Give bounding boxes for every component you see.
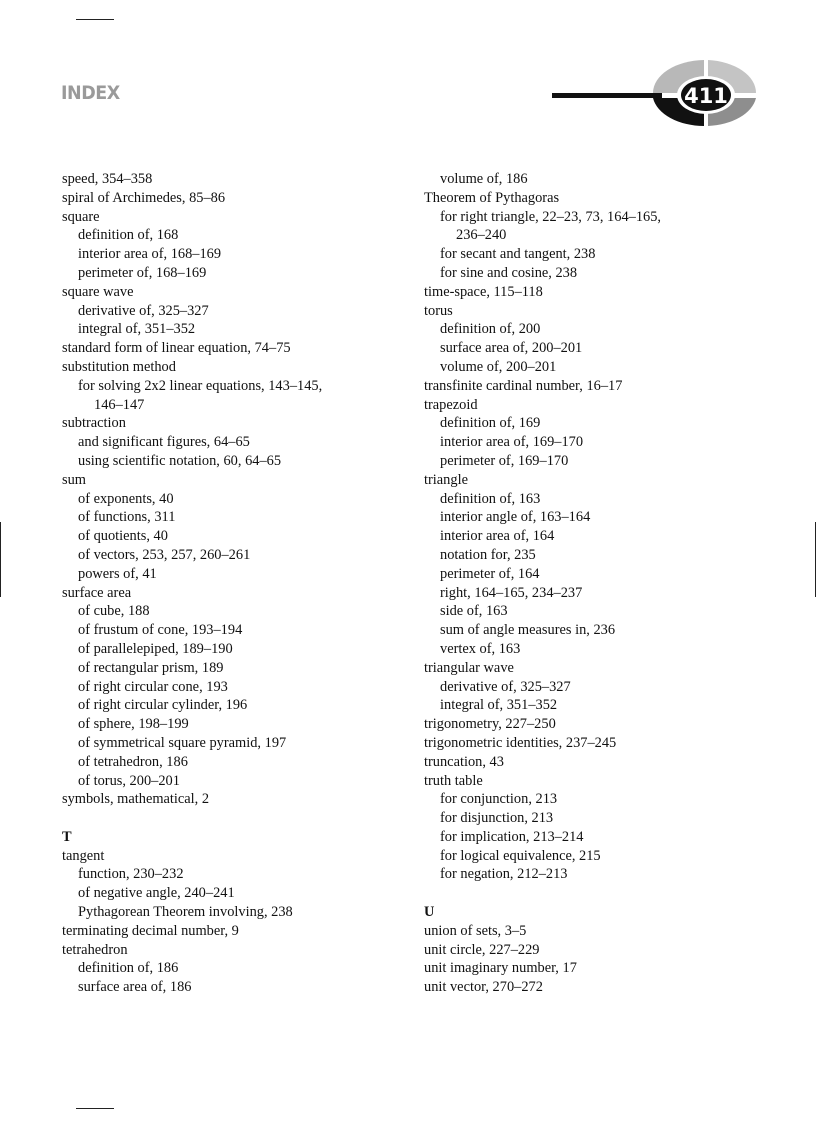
index-subentry: of right circular cylinder, 196: [78, 697, 248, 714]
index-entry: truth table: [424, 772, 483, 789]
index-subentry: for secant and tangent, 238: [440, 246, 596, 263]
index-subentry: and significant figures, 64–65: [78, 434, 250, 451]
index-entry: trigonometric identities, 237–245: [424, 734, 617, 751]
spacer: [62, 809, 402, 828]
index-subentry: of sphere, 198–199: [78, 716, 189, 733]
index-subentry: surface area of, 186: [78, 979, 192, 996]
index-subentry: definition of, 169: [440, 415, 541, 432]
index-entry: unit imaginary number, 17: [424, 960, 577, 977]
index-column-right: [424, 170, 764, 997]
index-entry: unit circle, 227–229: [424, 941, 540, 958]
index-entry: Theorem of Pythagoras: [424, 189, 560, 206]
index-entry: truncation, 43: [424, 753, 504, 770]
index-subentry: volume of, 200–201: [440, 358, 557, 375]
index-subentry: notation for, 235: [440, 546, 536, 563]
index-subentry: of cube, 188: [78, 603, 150, 620]
index-subentry: surface area of, 200–201: [440, 340, 583, 357]
index-entry: torus: [424, 302, 453, 319]
index-entry: tangent: [62, 847, 105, 864]
index-subentry: of functions, 311: [78, 509, 176, 526]
index-subentry: function, 230–232: [78, 866, 184, 883]
index-entry: sum: [62, 471, 86, 488]
index-subentry: perimeter of, 164: [440, 565, 540, 582]
index-subentry: of frustum of cone, 193–194: [78, 622, 243, 639]
index-subentry: of torus, 200–201: [78, 772, 180, 789]
index-entry: square: [62, 208, 100, 225]
index-subentry: interior area of, 164: [440, 528, 555, 545]
index-subentry: using scientific notation, 60, 64–65: [78, 452, 282, 469]
index-subentry: definition of, 168: [78, 227, 179, 244]
index-subentry: derivative of, 325–327: [78, 302, 209, 319]
index-subentry: of symmetrical square pyramid, 197: [78, 734, 287, 751]
running-head: INDEX: [61, 82, 120, 104]
index-subentry: interior area of, 168–169: [78, 246, 222, 263]
index-entry: unit vector, 270–272: [424, 979, 543, 996]
page-number-badge: [552, 58, 757, 126]
index-subentry: of right circular cone, 193: [78, 678, 228, 695]
index-subentry: perimeter of, 169–170: [440, 452, 569, 469]
crop-mark-left: [0, 522, 1, 597]
index-column-left: [62, 170, 402, 997]
index-entry: union of sets, 3–5: [424, 922, 527, 939]
index-entry: substitution method: [62, 358, 176, 375]
index-subentry: derivative of, 325–327: [440, 678, 571, 695]
page-number: 411: [684, 84, 728, 108]
index-subentry: of tetrahedron, 186: [78, 753, 188, 770]
index-subentry: right, 164–165, 234–237: [440, 584, 583, 601]
index-entry: spiral of Archimedes, 85–86: [62, 189, 226, 206]
index-subentry: of vectors, 253, 257, 260–261: [78, 546, 251, 563]
index-entry: transfinite cardinal number, 16–17: [424, 377, 623, 394]
index-entry: speed, 354–358: [62, 171, 153, 187]
index-entry: time-space, 115–118: [424, 283, 543, 300]
index-continuation: 236–240: [456, 227, 507, 244]
index-subentry: of negative angle, 240–241: [78, 885, 235, 902]
index-subentry: for disjunction, 213: [440, 810, 554, 827]
index-entry: triangle: [424, 471, 468, 488]
index-subentry: powers of, 41: [78, 565, 157, 582]
index-subentry: interior angle of, 163–164: [440, 509, 591, 526]
index-subentry: definition of, 186: [78, 960, 179, 977]
index-entry: standard form of linear equation, 74–75: [62, 340, 291, 357]
index-subentry: integral of, 351–352: [78, 321, 196, 338]
index-letter-heading: T: [62, 828, 72, 845]
index-subentry: for implication, 213–214: [440, 828, 584, 845]
index-subentry: of quotients, 40: [78, 528, 168, 545]
index-subentry: for conjunction, 213: [440, 791, 558, 808]
index-entry: square wave: [62, 283, 134, 300]
index-subentry: volume of, 186: [440, 171, 528, 187]
index-entry: trapezoid: [424, 396, 478, 413]
index-subentry: for negation, 212–213: [440, 866, 568, 883]
index-subentry: for sine and cosine, 238: [440, 264, 578, 281]
index-subentry: of rectangular prism, 189: [78, 659, 224, 676]
index-subentry: of exponents, 40: [78, 490, 174, 507]
crop-mark-bottom: [76, 1108, 114, 1109]
index-subentry: integral of, 351–352: [440, 697, 558, 714]
index-subentry: for right triangle, 22–23, 73, 164–165,: [440, 208, 662, 225]
index-subentry: for solving 2x2 linear equations, 143–145,: [78, 377, 323, 394]
index-entry: tetrahedron: [62, 941, 128, 958]
index-subentry: definition of, 163: [440, 490, 541, 507]
index-subentry: Pythagorean Theorem involving, 238: [78, 904, 293, 921]
index-subentry: side of, 163: [440, 603, 508, 620]
index-subentry: sum of angle measures in, 236: [440, 622, 616, 639]
index-subentry: interior area of, 169–170: [440, 434, 584, 451]
index-subentry: of parallelepiped, 189–190: [78, 640, 233, 657]
spacer: [424, 884, 764, 903]
index-letter-heading: U: [424, 904, 435, 921]
index-entry: trigonometry, 227–250: [424, 716, 556, 733]
index-continuation: 146–147: [94, 396, 145, 413]
index-entry: surface area: [62, 584, 132, 601]
index-subentry: definition of, 200: [440, 321, 541, 338]
index-entry: triangular wave: [424, 659, 514, 676]
index-subentry: vertex of, 163: [440, 640, 521, 657]
index-entry: terminating decimal number, 9: [62, 922, 239, 939]
index-entry: subtraction: [62, 415, 126, 432]
index-entry: symbols, mathematical, 2: [62, 791, 210, 808]
index-subentry: for logical equivalence, 215: [440, 847, 601, 864]
index-subentry: perimeter of, 168–169: [78, 264, 207, 281]
crop-mark-top: [76, 19, 114, 20]
